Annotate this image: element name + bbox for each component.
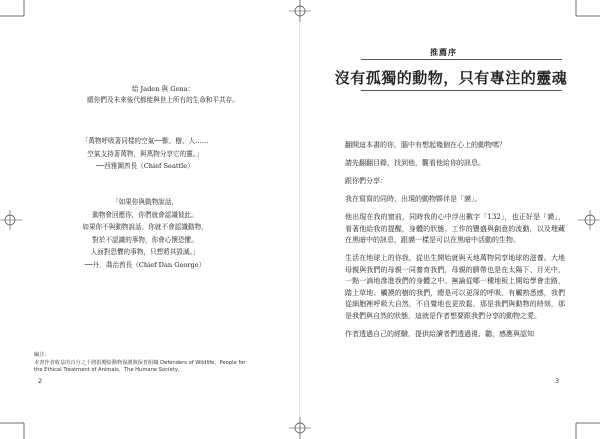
chapter-title: 沒有孤獨的動物，只有專注的靈魂 — [334, 69, 568, 87]
body-paragraph: 跟你們分享： — [345, 176, 387, 185]
body-paragraph: 生活在地球上的你我，從出生開始就與天地萬物同享地球的滋養。大地母親與我們的母親一同養育我們，母親的臍帶也是在太陽下、月光中，一點一滴地滲進我們的身體之中。無論從哪一種地板上開始學會走路，踏上草地、觸摸的樹的我們，總是可以更深的呼吸、有觸熟悉感，我們從細胞裡呼吸大自然，不自覺地也更放鬆，那是我們與動物的時刻，那是我們與自然的狀態，這就是作者想要跟我們分享的動物之愛。 — [345, 254, 565, 321]
crop-mark-icon — [0, 409, 40, 439]
registration-mark-icon — [0, 208, 22, 232]
quote-chief-seattle — [60, 135, 230, 173]
quote-line: 動物會回應你，你們就會認識彼此。 — [92, 210, 198, 219]
body-paragraph: 他出現在我的窗前，同時我的心中浮出數字「132」，也正好是「貘」，看著他給我的提醒，身體的狀態、工作的豐盛與創意的流動，以及埋藏在黑暗中的訊息，跟貘一樣是可以在黑暗中活動的生物。 — [345, 212, 565, 245]
registration-mark-icon — [285, 417, 315, 439]
crop-mark-icon — [560, 0, 600, 30]
body-paragraph: 我在寫寫的同時，出現的動物夥伴是「貘」。 — [345, 194, 482, 203]
quote-line: 空氣支持著萬物，與萬物分享它的靈。」 — [87, 149, 203, 158]
title-rule-top — [361, 59, 562, 60]
page-number-left: 2 — [38, 377, 43, 385]
quote-attribution: ──丹．喬治酋長（Chief Dan George） — [84, 260, 206, 269]
quote-line: 對於不認識的事物，你會心懷恐懼。 — [92, 235, 198, 244]
footnote-line: the Ethical Treatment of Animals、The Humane Society。 — [34, 367, 183, 374]
body-paragraph: 作者透過自己的經驗，提供給讀者們透過視、聽，感應與認知 — [345, 330, 534, 339]
registration-mark-icon — [578, 208, 600, 232]
quote-chief-dan-george — [60, 196, 230, 271]
dedication — [68, 84, 258, 106]
quote-attribution: ──西雅圖酋長（Chief Seattle） — [96, 162, 194, 170]
section-label: 推薦序 — [430, 47, 457, 57]
body-paragraph: 翻開這本書的你，腦中有想起幾個在心上的動物嗎？ — [345, 141, 506, 149]
quote-line: 「如果你與動物說話， — [112, 198, 178, 206]
title-rule-bottom — [361, 90, 562, 91]
editor-footnote — [34, 352, 274, 375]
dedication-line-2: 願你們及未來後代都能與世上所有的生命和平共存。 — [87, 96, 239, 104]
dedication-line-1: 給 Jaden 與 Gena： — [131, 85, 195, 93]
body-paragraph: 請先翻翻目錄，找到他，觀看他給你的訊息。 — [345, 158, 485, 167]
registration-mark-icon — [285, 0, 315, 22]
quote-line: 如果你不與動物說話，你就不會認識動物， — [82, 223, 208, 231]
footnote-label: 編注： — [34, 352, 50, 358]
body-text — [345, 140, 565, 347]
quote-line: 「萬物呼吸著同樣的空氣──獸、樹、人…… — [81, 137, 209, 145]
footnote-line: 本書作者收益的百分之十將捐贈給動物保護與保育組織 Defenders of Wildlife、People for — [34, 359, 246, 366]
crop-mark-icon — [560, 409, 600, 439]
quote-line: 人面對恐懼的事物，只想將其毀滅。」 — [90, 248, 200, 256]
page-number-right: 3 — [555, 377, 560, 385]
crop-mark-icon — [0, 0, 40, 30]
